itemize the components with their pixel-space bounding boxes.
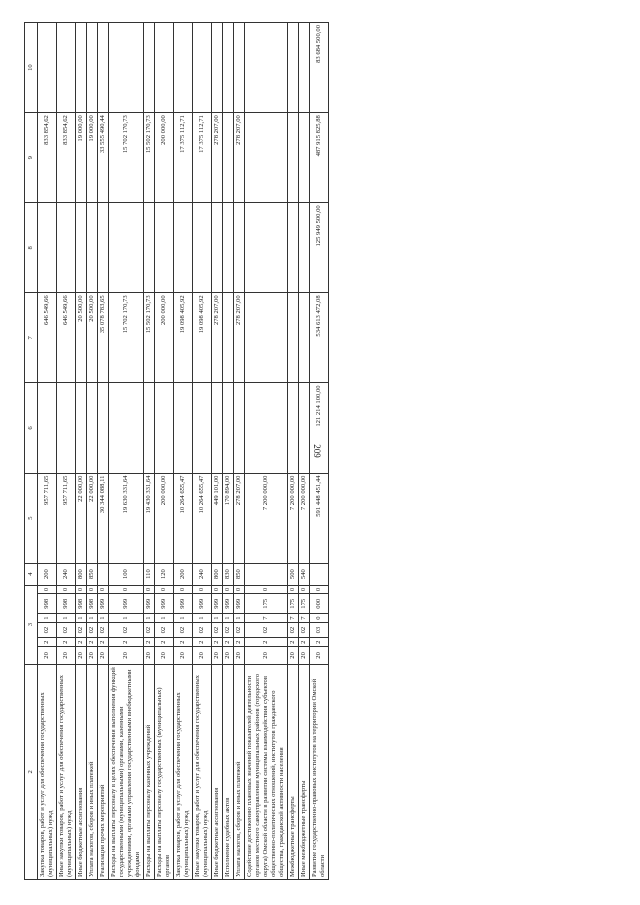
code-part: 0: [76, 585, 87, 594]
amount-v7: 200 000,00: [155, 293, 174, 383]
code-part: 2: [87, 638, 98, 647]
code-part: 0: [245, 585, 288, 594]
code-part: 0: [87, 585, 98, 594]
code-part: 2: [144, 638, 155, 647]
code-part: 2: [245, 638, 288, 647]
amount-v10: [234, 23, 245, 113]
budget-table-container: [24, 22, 624, 880]
row-name: Закупка товаров, работ и услуг для обеспечения государственных (муниципальных) нужд: [38, 664, 57, 879]
expense-type-code: 100: [109, 563, 144, 585]
amount-v10: [288, 23, 299, 113]
amount-v9: 15 502 170,73: [144, 113, 155, 203]
code-part: 1: [144, 614, 155, 623]
amount-v5: 7 200 000,00: [299, 473, 310, 563]
amount-v8: [212, 203, 223, 293]
code-part: 02: [155, 622, 174, 637]
code-part: 2: [76, 638, 87, 647]
code-part: 20: [299, 647, 310, 665]
code-part: 1: [98, 614, 109, 623]
amount-v6: [299, 383, 310, 473]
code-part: 02: [38, 622, 57, 637]
amount-v8: [144, 203, 155, 293]
amount-v6: [38, 383, 57, 473]
code-part: 999: [155, 594, 174, 614]
amount-v6: [234, 383, 245, 473]
expense-type-code: [245, 563, 288, 585]
code-part: 20: [98, 647, 109, 665]
code-part: 0: [310, 614, 329, 623]
code-part: 2: [234, 638, 245, 647]
amount-v7: 15 702 170,73: [109, 293, 144, 383]
amount-v7: 19 098 405,92: [174, 293, 193, 383]
amount-v9: 19 000,00: [87, 113, 98, 203]
expense-type-code: 240: [193, 563, 212, 585]
amount-v6: [76, 383, 87, 473]
code-part: 2: [155, 638, 174, 647]
amount-v7: [245, 293, 288, 383]
amount-v8: [193, 203, 212, 293]
budget-table: [24, 22, 329, 880]
row-name: Иные бюджетные ассигнования: [76, 664, 87, 879]
amount-v9: 833 854,62: [38, 113, 57, 203]
code-part: 999: [174, 594, 193, 614]
amount-v8: [223, 203, 234, 293]
amount-v9: [223, 113, 234, 203]
amount-v9: [288, 113, 299, 203]
amount-v9: 33 555 490,44: [98, 113, 109, 203]
amount-v9: 17 375 112,71: [174, 113, 193, 203]
code-part: 2: [212, 638, 223, 647]
column-number: 4: [25, 563, 38, 585]
expense-type-code: 540: [299, 563, 310, 585]
table-body: [38, 23, 329, 880]
code-part: 2: [57, 638, 76, 647]
code-part: 0: [223, 585, 234, 594]
expense-type-code: 850: [234, 563, 245, 585]
row-name: Исполнение судебных актов: [223, 664, 234, 879]
amount-v6: [193, 383, 212, 473]
amount-v8: [299, 203, 310, 293]
code-part: 1: [57, 614, 76, 623]
row-name: Уплата налогов, сборов и иных платежей: [87, 664, 98, 879]
code-part: 000: [310, 594, 329, 614]
amount-v10: [212, 23, 223, 113]
code-part: 02: [288, 622, 299, 637]
amount-v10: [109, 23, 144, 113]
row-name: Расходы на выплаты персоналу в целях обеспечения выполнения функций государственными (муниципальными) органами, казенными учреждениями, органами управления государственными внебюджетными фондами: [109, 664, 144, 879]
amount-v7: [299, 293, 310, 383]
expense-type-code: 800: [212, 563, 223, 585]
row-name: Реализация прочих мероприятий: [98, 664, 109, 879]
code-part: 998: [87, 594, 98, 614]
amount-v10: 83 684 500,00: [310, 23, 329, 113]
code-part: 999: [212, 594, 223, 614]
table-row: [144, 23, 155, 880]
code-part: 20: [212, 647, 223, 665]
amount-v5: 7 200 000,00: [288, 473, 299, 563]
code-part: 20: [223, 647, 234, 665]
amount-v7: 19 098 405,92: [193, 293, 212, 383]
amount-v5: 19 630 331,64: [109, 473, 144, 563]
code-part: 0: [155, 585, 174, 594]
row-name: Содействие достижению плановых значений показателей деятельности органов местного самоуправления муниципальных районов (городского округа) Омской области в развитии системы взаимодействия субъектов общественно-политических отношений, институтов гражданского общества, гражданской активности населения: [245, 664, 288, 879]
amount-v10: [98, 23, 109, 113]
table-row: [109, 23, 144, 880]
amount-v9: 278 207,00: [234, 113, 245, 203]
expense-type-code: [98, 563, 109, 585]
amount-v8: [87, 203, 98, 293]
code-part: 0: [57, 585, 76, 594]
expense-type-code: 120: [155, 563, 174, 585]
amount-v5: 278 207,00: [234, 473, 245, 563]
amount-v8: [109, 203, 144, 293]
table-row: [223, 23, 234, 880]
amount-v5: 957 711,65: [38, 473, 57, 563]
amount-v10: [144, 23, 155, 113]
code-part: 0: [299, 585, 310, 594]
code-part: 02: [87, 622, 98, 637]
amount-v8: [38, 203, 57, 293]
expense-type-code: 110: [144, 563, 155, 585]
code-part: 1: [174, 614, 193, 623]
code-part: 998: [57, 594, 76, 614]
amount-v7: 646 549,66: [57, 293, 76, 383]
code-part: 998: [76, 594, 87, 614]
code-part: 0: [193, 585, 212, 594]
amount-v8: [76, 203, 87, 293]
amount-v8: 125 949 500,00: [310, 203, 329, 293]
row-name: Иные бюджетные ассигнования: [212, 664, 223, 879]
code-part: 999: [109, 594, 144, 614]
table-row: [193, 23, 212, 880]
code-part: 02: [76, 622, 87, 637]
amount-v9: 19 000,00: [76, 113, 87, 203]
table-row: [76, 23, 87, 880]
amount-v6: [155, 383, 174, 473]
code-part: 1: [193, 614, 212, 623]
code-part: 2: [109, 638, 144, 647]
code-part: 02: [212, 622, 223, 637]
table-row: [87, 23, 98, 880]
page-number: 209: [311, 444, 322, 458]
table-row: [155, 23, 174, 880]
code-part: 0: [212, 585, 223, 594]
amount-v5: 10 264 655,47: [174, 473, 193, 563]
code-part: 999: [223, 594, 234, 614]
table-row: [98, 23, 109, 880]
row-name: Иные межбюджетные трансферты: [299, 664, 310, 879]
code-part: 20: [193, 647, 212, 665]
code-part: 999: [144, 594, 155, 614]
amount-v10: [155, 23, 174, 113]
table-row: [299, 23, 310, 880]
table-row: [38, 23, 57, 880]
amount-v10: [174, 23, 193, 113]
expense-type-code: 200: [174, 563, 193, 585]
code-part: 20: [310, 647, 329, 665]
amount-v5: 22 000,00: [87, 473, 98, 563]
code-part: 1: [155, 614, 174, 623]
amount-v7: 278 207,00: [212, 293, 223, 383]
code-part: 0: [38, 585, 57, 594]
amount-v10: [193, 23, 212, 113]
amount-v7: 20 500,00: [87, 293, 98, 383]
amount-v6: [174, 383, 193, 473]
code-part: 7: [299, 614, 310, 623]
row-name: Межбюджетные трансферты: [288, 664, 299, 879]
code-part: 02: [144, 622, 155, 637]
amount-v10: [57, 23, 76, 113]
code-part: 0: [144, 585, 155, 594]
code-part: 20: [109, 647, 144, 665]
table-header: [25, 23, 38, 880]
amount-v10: [299, 23, 310, 113]
code-part: 2: [288, 638, 299, 647]
row-name: Расходы на выплаты персоналу казенных учреждений: [144, 664, 155, 879]
table-row: [310, 23, 329, 880]
table-row: [174, 23, 193, 880]
code-part: 02: [234, 622, 245, 637]
code-part: 1: [87, 614, 98, 623]
code-part: 2: [310, 638, 329, 647]
amount-v5: 22 000,00: [76, 473, 87, 563]
expense-type-code: [310, 563, 329, 585]
code-part: 2: [98, 638, 109, 647]
table-row: [57, 23, 76, 880]
amount-v6: [144, 383, 155, 473]
code-part: 1: [223, 614, 234, 623]
amount-v6: [98, 383, 109, 473]
amount-v9: 17 375 112,71: [193, 113, 212, 203]
code-part: 02: [223, 622, 234, 637]
code-part: 175: [245, 594, 288, 614]
amount-v6: [109, 383, 144, 473]
amount-v8: [98, 203, 109, 293]
amount-v5: 30 344 088,11: [98, 473, 109, 563]
amount-v10: [223, 23, 234, 113]
amount-v7: 15 502 170,73: [144, 293, 155, 383]
code-part: 20: [87, 647, 98, 665]
code-part: 999: [98, 594, 109, 614]
code-part: 998: [38, 594, 57, 614]
amount-v7: 20 500,00: [76, 293, 87, 383]
code-part: 20: [57, 647, 76, 665]
amount-v7: [223, 293, 234, 383]
amount-v6: [212, 383, 223, 473]
amount-v5: 19 430 331,64: [144, 473, 155, 563]
code-part: 7: [245, 614, 288, 623]
amount-v9: 487 915 825,88: [310, 113, 329, 203]
code-part: 20: [38, 647, 57, 665]
amount-v7: [288, 293, 299, 383]
amount-v9: [299, 113, 310, 203]
amount-v6: [87, 383, 98, 473]
amount-v10: [87, 23, 98, 113]
code-part: 20: [144, 647, 155, 665]
code-part: 20: [245, 647, 288, 665]
code-part: 20: [288, 647, 299, 665]
amount-v5: 591 448 451,44: [310, 473, 329, 563]
amount-v8: [174, 203, 193, 293]
expense-type-code: 850: [87, 563, 98, 585]
row-name: Развитие государственно-правовых институтов на территории Омской области: [310, 664, 329, 879]
code-part: 02: [98, 622, 109, 637]
code-part: 0: [234, 585, 245, 594]
code-part: 02: [193, 622, 212, 637]
amount-v7: 278 207,00: [234, 293, 245, 383]
amount-v6: [223, 383, 234, 473]
code-part: 999: [234, 594, 245, 614]
code-part: 02: [299, 622, 310, 637]
amount-v7: 534 613 472,08: [310, 293, 329, 383]
amount-v5: 170 894,00: [223, 473, 234, 563]
table-row: [288, 23, 299, 880]
row-name: Расходы на выплаты персоналу государственных (муниципальных) органов: [155, 664, 174, 879]
code-part: 2: [299, 638, 310, 647]
code-part: 175: [299, 594, 310, 614]
code-part: 0: [288, 585, 299, 594]
amount-v8: [57, 203, 76, 293]
table-row: [212, 23, 223, 880]
amount-v9: 833 854,62: [57, 113, 76, 203]
code-part: 02: [174, 622, 193, 637]
amount-v9: [245, 113, 288, 203]
code-part: 0: [310, 585, 329, 594]
amount-v9: 15 702 170,73: [109, 113, 144, 203]
row-name: Иные закупки товаров, работ и услуг для обеспечения государственных (муниципальных) нужд: [57, 664, 76, 879]
amount-v6: [288, 383, 299, 473]
code-part: 1: [212, 614, 223, 623]
amount-v6: [245, 383, 288, 473]
code-part: 02: [109, 622, 144, 637]
expense-type-code: 240: [57, 563, 76, 585]
amount-v9: 200 000,00: [155, 113, 174, 203]
expense-type-code: 200: [38, 563, 57, 585]
table-row: [234, 23, 245, 880]
code-part: 0: [109, 585, 144, 594]
column-number: 8: [25, 203, 38, 293]
amount-v5: 200 000,00: [155, 473, 174, 563]
table-row: [245, 23, 288, 880]
row-name: Иные закупки товаров, работ и услуг для обеспечения государственных (муниципальных) нужд: [193, 664, 212, 879]
column-number-row: [25, 23, 38, 880]
code-part: 20: [76, 647, 87, 665]
amount-v6: 121 214 100,00: [310, 383, 329, 473]
column-number: 10: [25, 23, 38, 113]
amount-v8: [155, 203, 174, 293]
code-part: 2: [223, 638, 234, 647]
amount-v5: 449 101,00: [212, 473, 223, 563]
amount-v10: [76, 23, 87, 113]
amount-v5: 10 264 655,47: [193, 473, 212, 563]
code-part: 7: [288, 614, 299, 623]
column-number: 7: [25, 293, 38, 383]
code-part: 02: [57, 622, 76, 637]
amount-v5: 7 200 000,00: [245, 473, 288, 563]
code-part: 0: [98, 585, 109, 594]
amount-v9: 278 207,00: [212, 113, 223, 203]
column-number: 2: [25, 664, 38, 879]
expense-type-code: 830: [223, 563, 234, 585]
amount-v10: [245, 23, 288, 113]
column-number: 6: [25, 383, 38, 473]
code-part: 1: [76, 614, 87, 623]
code-part: 1: [38, 614, 57, 623]
amount-v7: 35 078 783,65: [98, 293, 109, 383]
code-part: 2: [38, 638, 57, 647]
column-number: 9: [25, 113, 38, 203]
code-part: 175: [288, 594, 299, 614]
amount-v8: [288, 203, 299, 293]
amount-v10: [38, 23, 57, 113]
code-part: 03: [310, 622, 329, 637]
code-part: 1: [109, 614, 144, 623]
row-name: Закупка товаров, работ и услуг для обеспечения государственных (муниципальных) нужд: [174, 664, 193, 879]
code-part: 999: [193, 594, 212, 614]
expense-type-code: 800: [76, 563, 87, 585]
expense-type-code: 500: [288, 563, 299, 585]
amount-v5: 957 711,65: [57, 473, 76, 563]
code-part: 2: [174, 638, 193, 647]
code-part: 20: [174, 647, 193, 665]
code-part: 0: [174, 585, 193, 594]
row-name: Уплата налогов, сборов и иных платежей: [234, 664, 245, 879]
code-part: 20: [155, 647, 174, 665]
code-part: 1: [234, 614, 245, 623]
code-part: 2: [193, 638, 212, 647]
column-number: 5: [25, 473, 38, 563]
code-part: 02: [245, 622, 288, 637]
code-part: 20: [234, 647, 245, 665]
amount-v8: [234, 203, 245, 293]
amount-v6: [57, 383, 76, 473]
amount-v7: 646 549,66: [38, 293, 57, 383]
column-number: 3: [25, 585, 38, 664]
amount-v8: [245, 203, 288, 293]
